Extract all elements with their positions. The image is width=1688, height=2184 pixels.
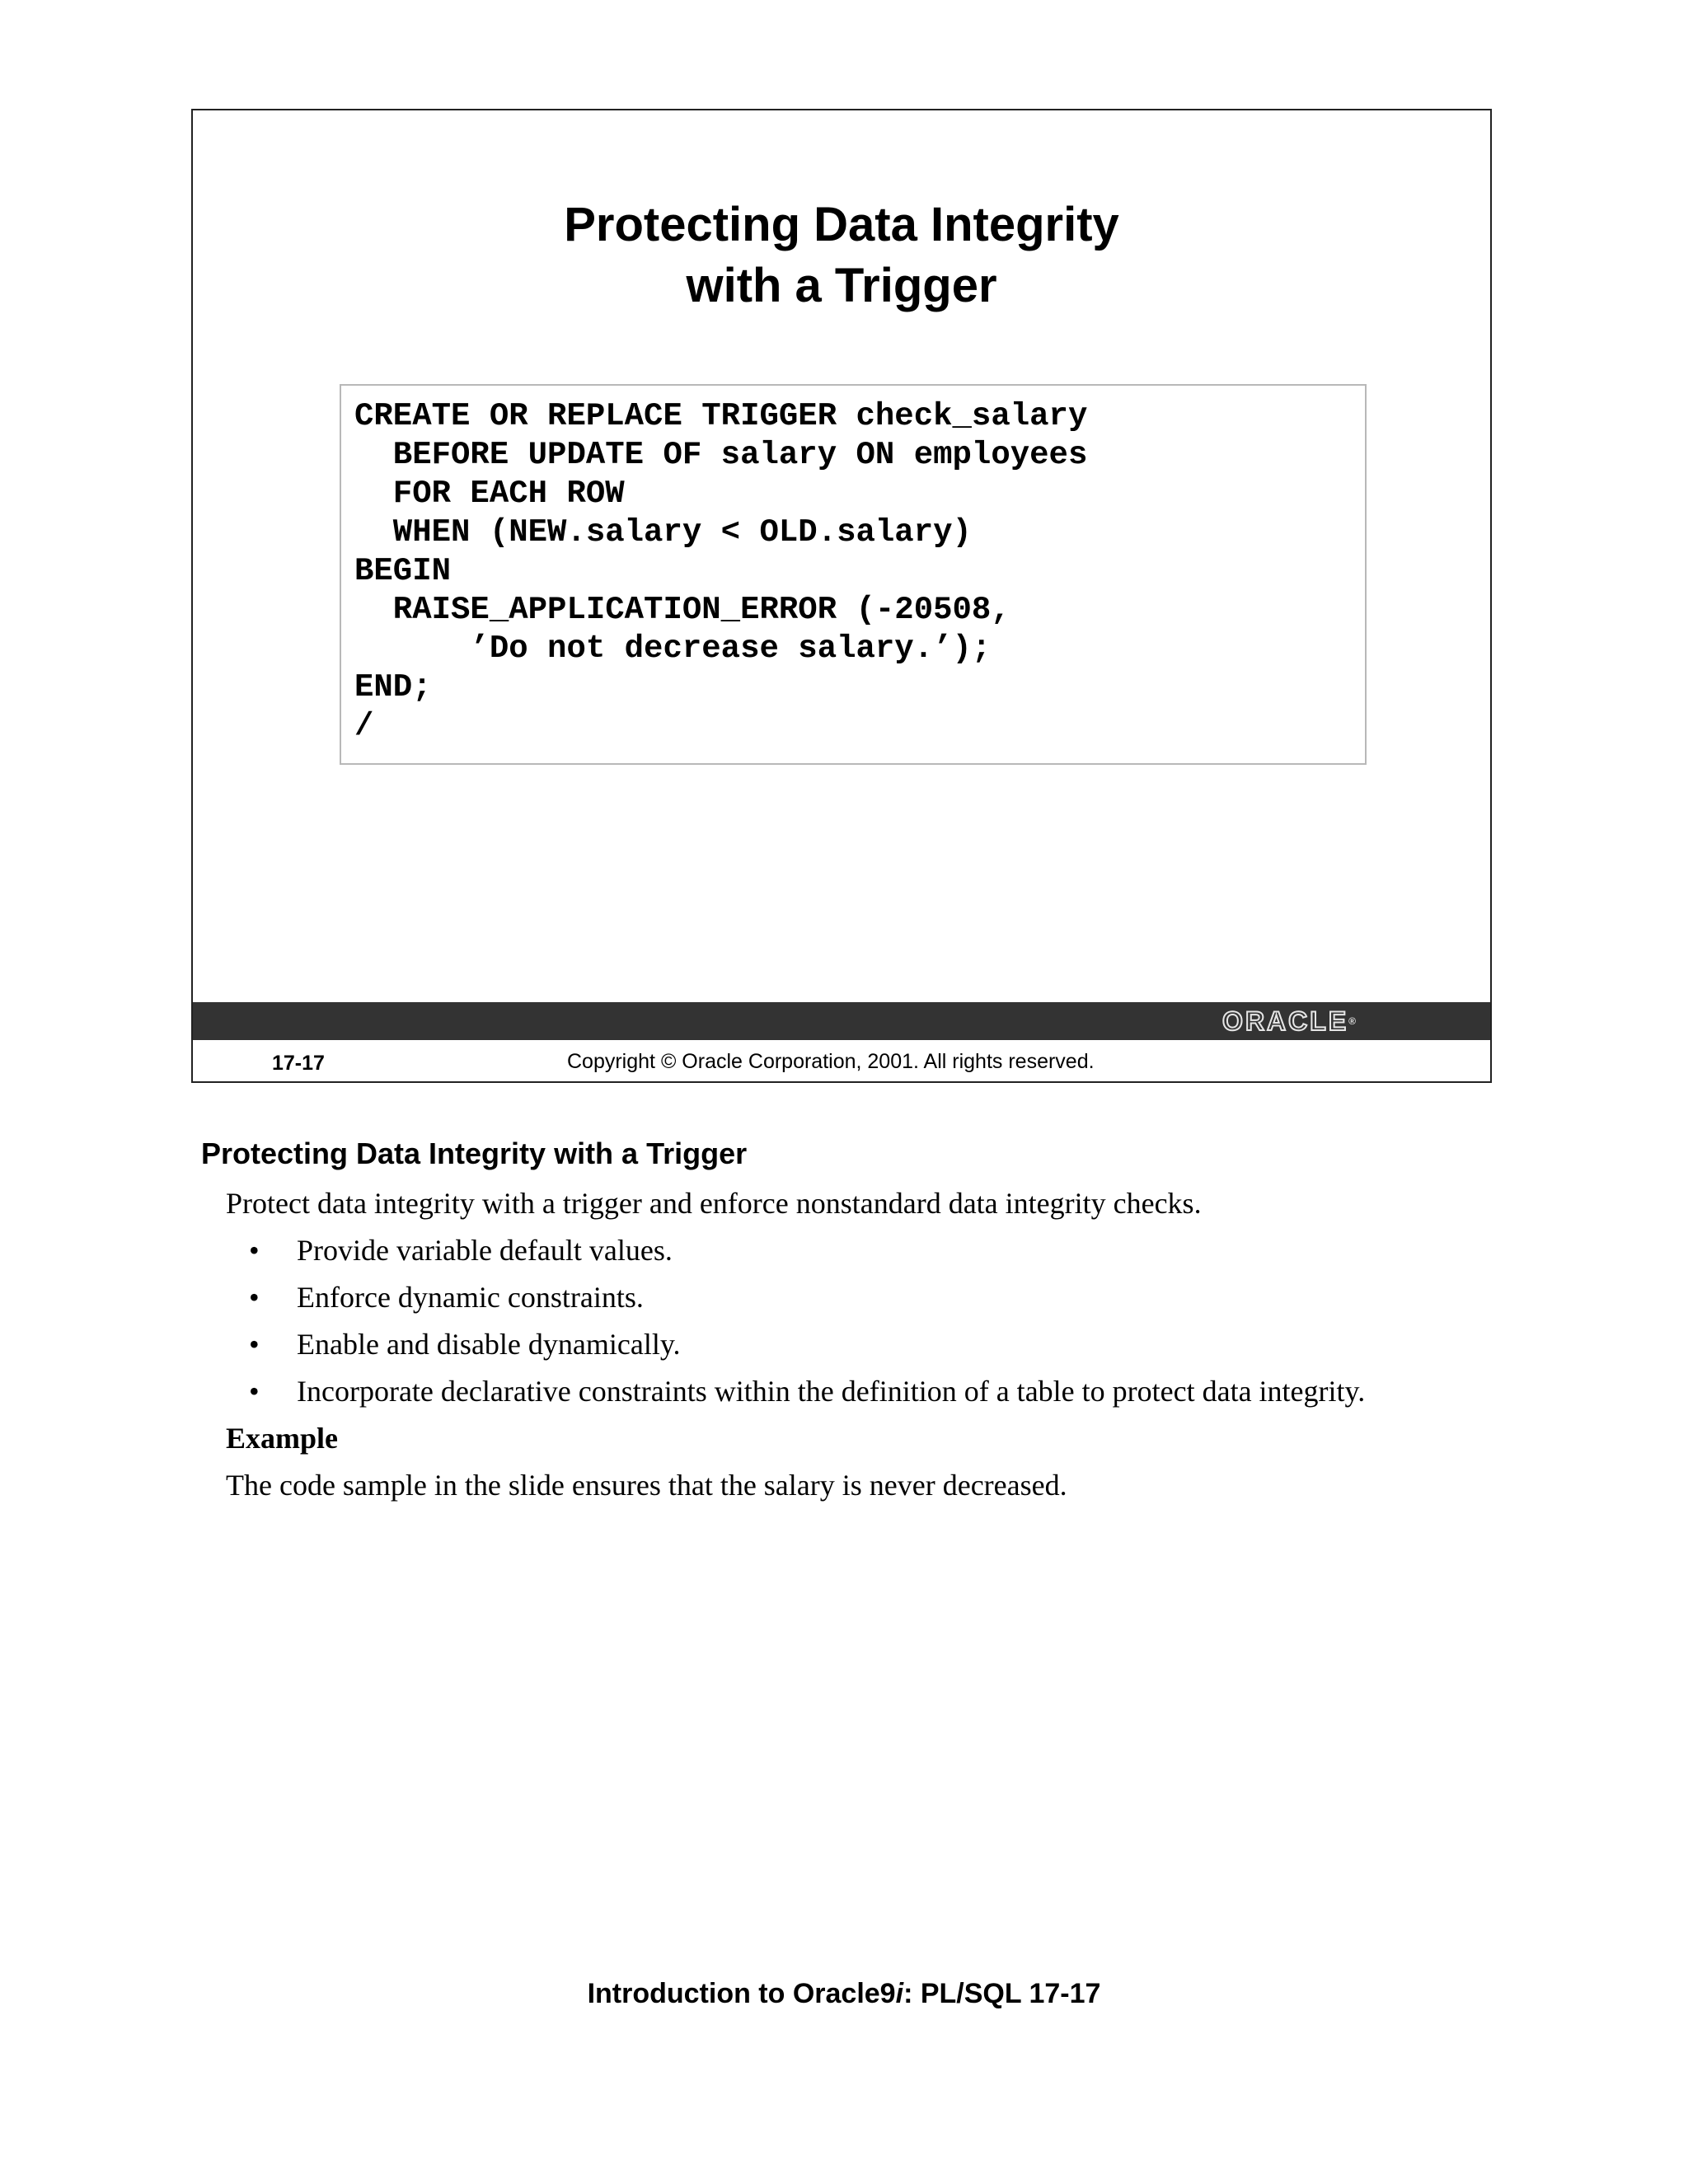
slide-title-line-1: Protecting Data Integrity <box>564 198 1119 251</box>
slide-footer-row <box>193 1040 1490 1083</box>
code-line: ’Do not decrease salary.’); <box>354 630 992 667</box>
code-line: BEGIN <box>354 553 452 589</box>
notes-intro: Protect data integrity with a trigger and enforce nonstandard data integrity checks. <box>226 1187 1202 1220</box>
code-line: / <box>354 708 374 744</box>
slide-number: 17-17 <box>272 1052 325 1075</box>
footer-italic: i <box>895 1978 904 2009</box>
footer-prefix: Introduction to Oracle9 <box>587 1978 896 2009</box>
list-item-text: Enforce dynamic constraints. <box>297 1281 644 1314</box>
bullet-icon: • <box>249 1234 260 1267</box>
list-item <box>249 1321 1553 1368</box>
list-item <box>249 1274 1553 1321</box>
list-item <box>249 1227 1553 1274</box>
notes-section <box>201 1134 1553 1509</box>
oracle-logo <box>1222 1007 1358 1035</box>
bullet-icon: • <box>249 1281 260 1314</box>
code-line: END; <box>354 669 432 705</box>
slide-footer-bar <box>193 1002 1490 1040</box>
slide-frame <box>191 109 1492 1083</box>
list-item-text: Incorporate declarative constraints within the definition of a table to protect data integrity. <box>297 1375 1366 1408</box>
notes-heading: Protecting Data Integrity with a Trigger <box>201 1137 748 1170</box>
code-line: CREATE OR REPLACE TRIGGER check_salary <box>354 398 1088 434</box>
slide-title-line-2: with a Trigger <box>686 259 997 312</box>
list-item <box>249 1368 1553 1415</box>
example-heading: Example <box>226 1422 339 1455</box>
registered-mark: ® <box>1348 1015 1358 1027</box>
bullet-list <box>249 1227 1553 1415</box>
oracle-logo-text: ORACLE <box>1222 1006 1349 1036</box>
bullet-icon: • <box>249 1375 260 1408</box>
code-block <box>340 384 1367 765</box>
list-item-text: Enable and disable dynamically. <box>297 1328 681 1361</box>
code-line: FOR EACH ROW <box>354 476 625 512</box>
slide-title <box>193 194 1490 316</box>
footer-suffix: : PL/SQL 17-17 <box>903 1978 1101 2009</box>
code-line: RAISE_APPLICATION_ERROR (-20508, <box>354 592 1010 628</box>
example-text: The code sample in the slide ensures that the salary is never decreased. <box>226 1469 1067 1502</box>
bullet-icon: • <box>249 1328 260 1361</box>
code-line: WHEN (NEW.salary < OLD.salary) <box>354 514 972 551</box>
list-item-text: Provide variable default values. <box>297 1234 673 1267</box>
page-footer <box>0 1976 1688 2011</box>
code-line: BEFORE UPDATE OF salary ON employees <box>354 437 1088 473</box>
copyright-notice: Copyright © Oracle Corporation, 2001. All rights reserved. <box>567 1050 1095 1073</box>
